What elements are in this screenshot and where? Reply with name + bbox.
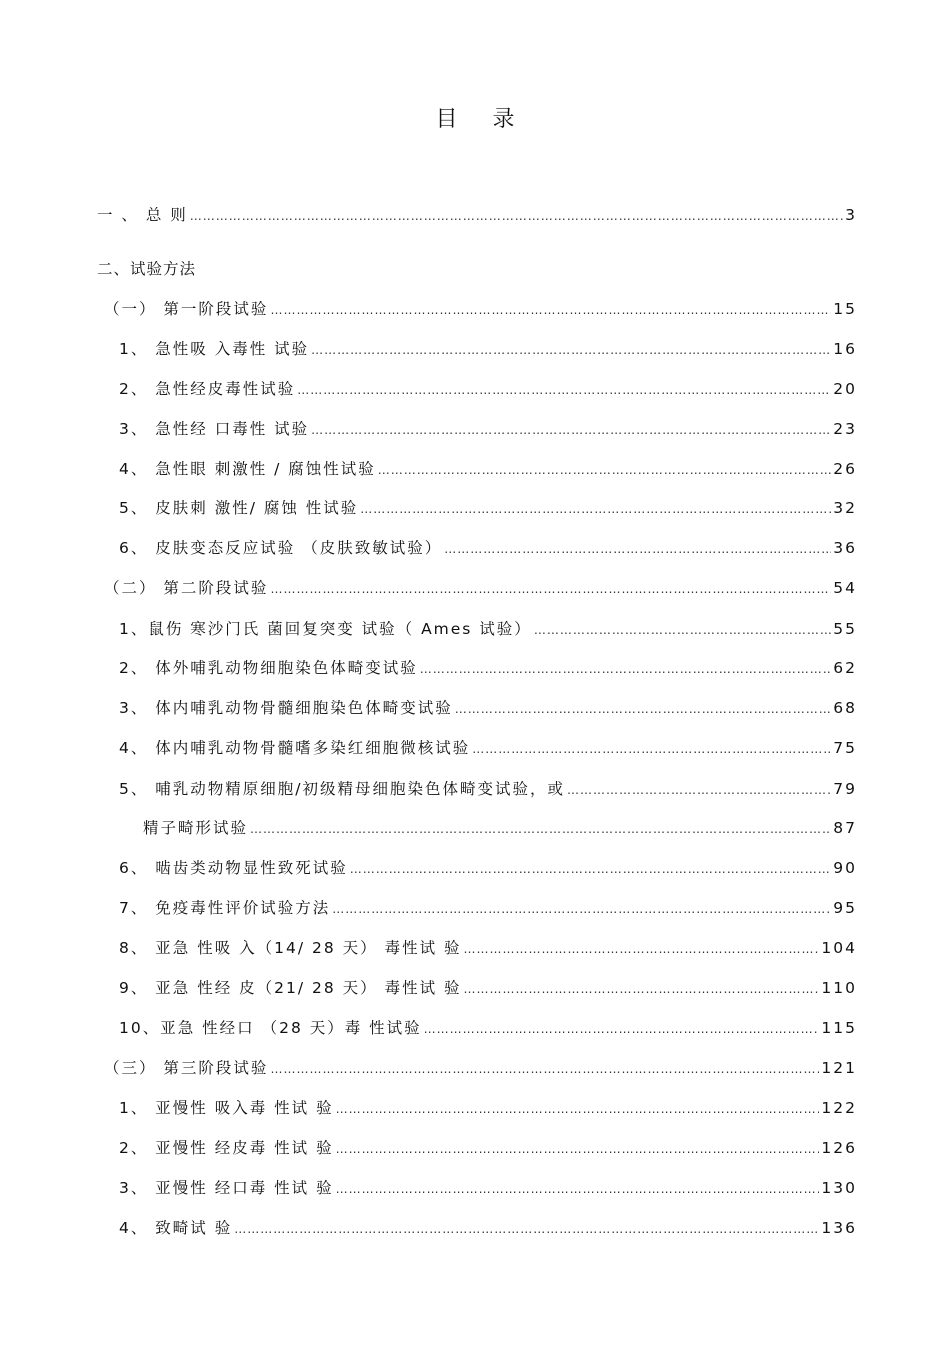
toc-entry-title: 4、 致畸试 验 [119, 1219, 233, 1237]
toc-entry[interactable] [119, 857, 857, 880]
toc-entry-title: 一 、 总 则 [97, 206, 188, 224]
toc-entry[interactable] [119, 1177, 857, 1200]
dot-leader [270, 299, 831, 321]
toc-entry[interactable] [119, 977, 857, 1000]
dot-leader [464, 978, 820, 1000]
dot-leader [424, 1018, 820, 1040]
toc-entry-page: 62 [833, 659, 857, 677]
toc-entry-title: （三） 第三阶段试验 [104, 1059, 269, 1077]
dot-leader [336, 1138, 820, 1160]
toc-entry[interactable] [143, 817, 857, 840]
dot-leader [190, 205, 843, 227]
dot-leader [455, 698, 831, 720]
dot-leader [234, 1218, 819, 1240]
toc-entry-page: 87 [833, 819, 857, 837]
toc-entry[interactable] [119, 618, 857, 641]
toc-entry-page: 136 [821, 1219, 857, 1237]
toc-entry-title: 5、 哺乳动物精原细胞/初级精母细胞染色体畸变试验，或 [119, 780, 566, 798]
dot-leader [297, 379, 831, 401]
toc-entry[interactable] [119, 1097, 857, 1120]
toc-entry-page: 55 [833, 620, 857, 638]
page-title: 目 录 [435, 107, 529, 132]
toc-entry-title: 1、鼠伤 寒沙门氏 菌回复突变 试验（ Ames 试验） [119, 620, 532, 638]
toc-entry-page: 121 [821, 1059, 857, 1077]
toc-entry-title: 3、 急性经 口毒性 试验 [119, 420, 310, 438]
section-heading-methods: 二、试验方法 [97, 260, 197, 278]
toc-entry-page: 90 [833, 859, 857, 877]
dot-leader [336, 1098, 820, 1120]
dot-leader [250, 818, 831, 840]
dot-leader [534, 619, 831, 641]
toc-entry-page: 79 [833, 780, 857, 798]
toc-entry[interactable] [119, 778, 857, 801]
toc-entry-title: 9、 亚急 性经 皮（21/ 28 天） 毒性试 验 [119, 979, 462, 997]
toc-entry[interactable] [104, 577, 857, 600]
dot-leader [311, 419, 831, 441]
toc-entry-title: 7、 免疫毒性评价试验方法 [119, 899, 331, 917]
toc-entry-title: 1、 急性吸 入毒性 试验 [119, 340, 310, 358]
toc-entry[interactable] [119, 897, 857, 920]
toc-entry[interactable] [119, 338, 857, 361]
dot-leader [464, 938, 820, 960]
toc-entry-title: 6、 啮齿类动物显性致死试验 [119, 859, 348, 877]
dot-leader [420, 658, 831, 680]
toc-entry-page: 122 [821, 1099, 857, 1117]
toc-entry-title: 2、 体外哺乳动物细胞染色体畸变试验 [119, 659, 418, 677]
dot-leader [567, 779, 831, 801]
toc-entry[interactable] [104, 298, 857, 321]
toc-entry-page: 75 [833, 739, 857, 757]
toc-entry-title: （二） 第二阶段试验 [104, 579, 269, 597]
toc-entry-page: 26 [833, 460, 857, 478]
toc-entry[interactable] [119, 418, 857, 441]
dot-leader [472, 738, 831, 760]
toc-entry[interactable] [119, 378, 857, 401]
toc-entry[interactable] [119, 537, 857, 560]
dot-leader [311, 339, 831, 361]
toc-entry[interactable] [119, 937, 857, 960]
toc-entry[interactable] [119, 737, 857, 760]
toc-entry-page: 15 [833, 300, 857, 318]
toc-entry-page: 20 [833, 380, 857, 398]
dot-leader [332, 898, 831, 920]
toc-entry-page: 126 [821, 1139, 857, 1157]
toc-entry-page: 110 [821, 979, 857, 997]
toc-entry[interactable] [104, 1057, 857, 1080]
toc-entry-page: 95 [833, 899, 857, 917]
dot-leader [378, 459, 831, 481]
toc-entry[interactable] [119, 657, 857, 680]
toc-entry-title: 精子畸形试验 [143, 819, 249, 837]
toc-entry[interactable] [119, 1017, 857, 1040]
dot-leader [360, 498, 831, 520]
toc-entry-title: 8、 亚急 性吸 入（14/ 28 天） 毒性试 验 [119, 939, 462, 957]
toc-entry-page: 54 [833, 579, 857, 597]
toc-entry-page: 130 [821, 1179, 857, 1197]
toc-entry-title: 6、 皮肤变态反应试验 （皮肤致敏试验） [119, 539, 443, 557]
toc-entry[interactable] [119, 458, 857, 481]
toc-entry-title: 4、 体内哺乳动物骨髓嗜多染红细胞微核试验 [119, 739, 471, 757]
dot-leader [350, 858, 831, 880]
dot-leader [444, 538, 831, 560]
toc-entry-title: 2、 急性经皮毒性试验 [119, 380, 296, 398]
toc-entry[interactable] [119, 1137, 857, 1160]
toc-entry[interactable] [119, 497, 857, 520]
toc-entry-title: 4、 急性眼 刺激性 / 腐蚀性试验 [119, 460, 376, 478]
toc-entry-page: 104 [821, 939, 857, 957]
toc-entry-page: 3 [845, 206, 857, 224]
dot-leader [336, 1178, 820, 1200]
toc-entry-title: 1、 亚慢性 吸入毒 性试 验 [119, 1099, 334, 1117]
toc-entry-page: 16 [833, 340, 857, 358]
dot-leader [270, 578, 831, 600]
toc-entry-title: 2、 亚慢性 经皮毒 性试 验 [119, 1139, 334, 1157]
toc-entry-page: 36 [833, 539, 857, 557]
toc-entry-title: 10、亚急 性经口 （28 天）毒 性试验 [119, 1019, 422, 1037]
toc-entry[interactable] [119, 1217, 857, 1240]
toc-entry-title: 3、 体内哺乳动物骨髓细胞染色体畸变试验 [119, 699, 453, 717]
toc-entry-title: 3、 亚慢性 经口毒 性试 验 [119, 1179, 334, 1197]
toc-entry-page: 23 [833, 420, 857, 438]
toc-entry-title: （一） 第一阶段试验 [104, 300, 269, 318]
toc-entry-page: 32 [833, 499, 857, 517]
toc-entry[interactable] [119, 697, 857, 720]
toc-entry-page: 68 [833, 699, 857, 717]
dot-leader [270, 1058, 819, 1080]
toc-entry-general[interactable] [97, 204, 857, 227]
toc-entry-title: 5、 皮肤刺 激性/ 腐蚀 性试验 [119, 499, 359, 517]
toc-entry-page: 115 [821, 1019, 857, 1037]
